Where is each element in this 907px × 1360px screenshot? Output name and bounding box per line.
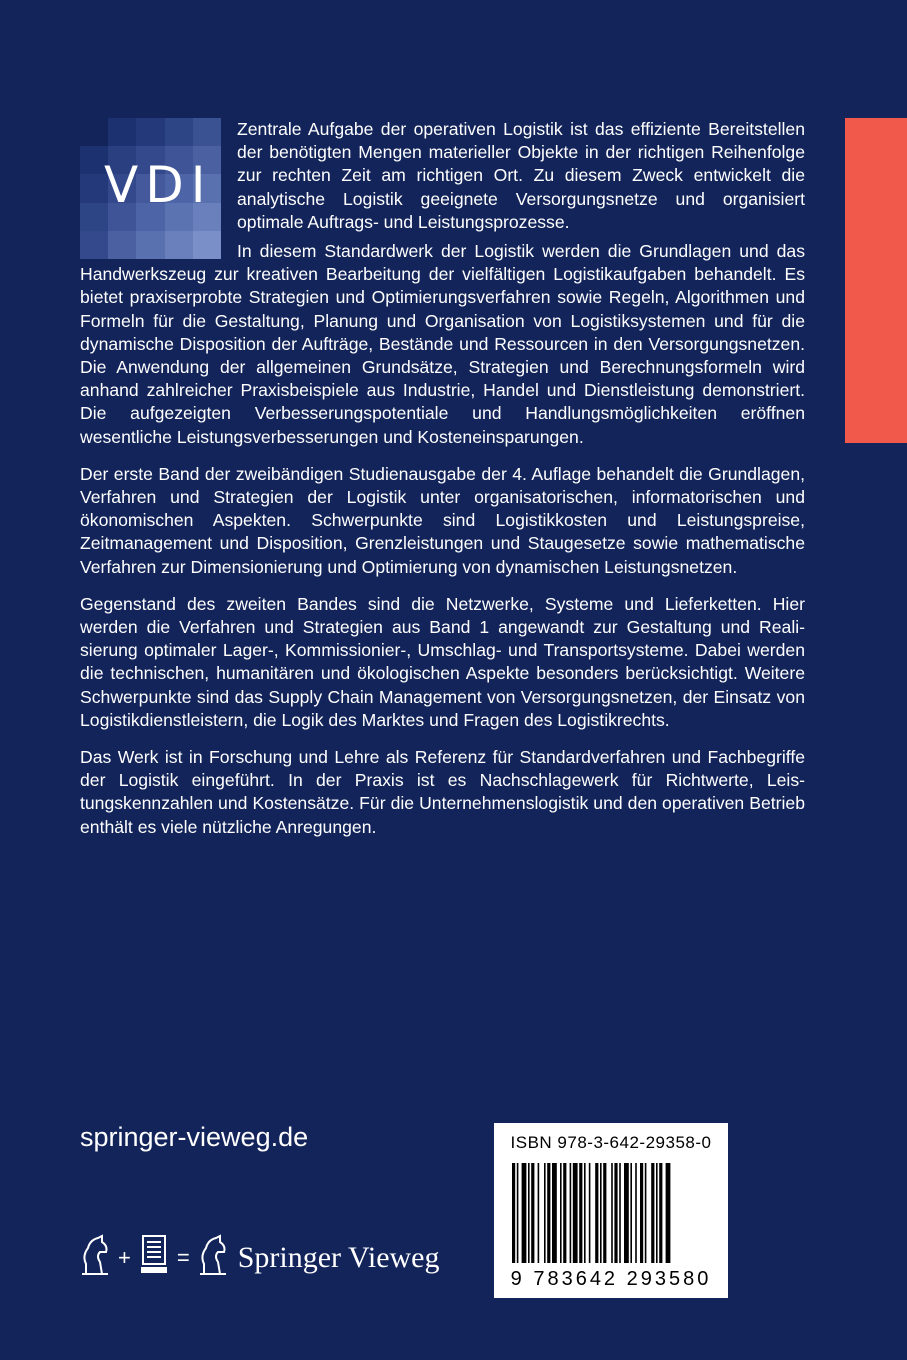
barcode-bar — [522, 1163, 527, 1263]
barcode-bar — [600, 1163, 602, 1263]
barcode-bar — [570, 1163, 572, 1263]
description-paragraph: In diesem Standardwerk der Logistik werden die Grundlagen und das Handwerkszeug zur kreativen Bearbeitung der vielfältigen Logistikaufgaben behandelt. Es bietet praxiserprobte Strategien und Optimierungsverfahren sowie Regeln, Algorithmen und Formeln für die Gestaltung, Planung und Organisation von Logistiksystemen und für die dynamische Disposition der Aufträge, Bestände und Ressourcen in den Versorgungsnetzen. Die Anwendung der allgemeinen Grundsätze, Strategien und Berechnungsformeln wird anhand zahlreicher Praxisbeispiele aus Industrie, Handel und Dienstleistung demonstriert. Die aufgezeigten Verbesserungspotentiale und Handlungsmöglichkeiten eröffnen wesentliche Leistungsverbesserungen und Kosteneinsparungen. — [80, 241, 805, 447]
ean-number: 9 783642 293580 — [510, 1268, 712, 1290]
barcode-bar — [659, 1163, 662, 1263]
barcode-bars — [512, 1163, 710, 1267]
barcode-bar — [624, 1163, 629, 1263]
barcode-bar — [589, 1163, 591, 1263]
barcode-bar — [640, 1163, 643, 1263]
springer-horse-icon — [80, 1234, 110, 1281]
barcode-bar — [579, 1163, 582, 1263]
barcode-bar — [595, 1163, 598, 1263]
publisher-name: Springer Vieweg — [237, 1240, 440, 1274]
barcode-bar — [656, 1163, 658, 1263]
barcode-bar — [528, 1163, 530, 1263]
back-cover-description — [80, 118, 805, 853]
publisher-logo — [80, 1230, 440, 1285]
red-accent-tab — [845, 118, 907, 443]
description-paragraph: Gegenstand des zweiten Bandes sind die Netzwerke, Systeme und Lieferketten. Hier werden die Verfahren und Strategien aus Band 1 angewandt zur Gestaltung und Realisierung optimaler Lager-, Kommissionier-, Umschlag- und Transportsysteme. Dabei werden die technischen, humanitären und ökologischen Aspekte besonders berücksichtigt. Weitere Schwerpunkte sind das Supply Chain Management von Versorgungsnetzen, der Einsatz von Logistikdienstleistern, die Logik des Marktes und Fragen des Logistikrechts. — [80, 593, 805, 730]
barcode-bar — [573, 1163, 578, 1263]
description-paragraph: Der erste Band der zweibändigen Studienausgabe der 4. Auflage behandelt die Grundlagen, Verfahren und Strategien der Logistik unter organisatorischen, informatorischen und ökonomischen Aspekten. Schwerpunkte sind Logistikkosten und Leistungspreise, Zeitmanagement und Disposition, Grenzleistungen und Staugesetze sowie mathematische Verfahren zur Dimensionierung und Optimierung von dynamischen Leistungsnetzen. — [80, 463, 805, 577]
description-paragraph: Das Werk ist in Forschung und Lehre als Referenz für Standardverfahren und Fachbegriffe der Logistik eingeführt. In der Praxis ist es Nachschlagewerk für Richtwerte, Leistungskennzahlen und Kostensätze. Für die Unternehmenslogistik und den operativen Betrieb enthält es viele nützliche Anregungen. — [80, 747, 805, 837]
springer-horse-icon — [198, 1234, 228, 1281]
barcode-bar — [645, 1163, 647, 1263]
barcode-bar — [552, 1163, 557, 1263]
barcode-box — [494, 1123, 728, 1298]
barcode-bar — [517, 1163, 519, 1263]
barcode-bar — [544, 1163, 546, 1263]
barcode-bar — [538, 1163, 540, 1263]
description-paragraph: Zentrale Aufgabe der operativen Logistik ist das effiziente Bereitstellen der benötigten Mengen materieller Objekte in der richtigen Reihenfolge zur rechten Zeit am richtigen Ort. Zu diesem Zweck entwickelt die analytische Logistik geeignete Versorgungsnetze und organisiert optimale Auftrags- und Leistungsprozesse. — [237, 119, 805, 232]
vieweg-teubner-icon — [139, 1234, 169, 1281]
barcode-bar — [584, 1163, 586, 1263]
barcode-bar — [630, 1163, 632, 1263]
barcode-bar — [666, 1163, 671, 1263]
barcode-bar — [603, 1163, 606, 1263]
publisher-website: springer-vieweg.de — [80, 1122, 309, 1152]
equals-sign: = — [176, 1244, 190, 1270]
vdi-logo-text: VDI — [104, 156, 213, 214]
barcode-bar — [560, 1163, 562, 1263]
barcode-bar — [531, 1163, 534, 1263]
barcode-bar — [547, 1163, 550, 1263]
barcode-bar — [512, 1163, 515, 1263]
barcode-bar — [635, 1163, 637, 1263]
isbn-label: ISBN 978-3-642-29358-0 — [510, 1133, 712, 1152]
barcode-bar — [563, 1163, 566, 1263]
plus-sign: + — [118, 1244, 131, 1270]
barcode-bar — [614, 1163, 617, 1263]
barcode-bar — [651, 1163, 654, 1263]
barcode-bar — [611, 1163, 613, 1263]
barcode-bar — [619, 1163, 621, 1263]
